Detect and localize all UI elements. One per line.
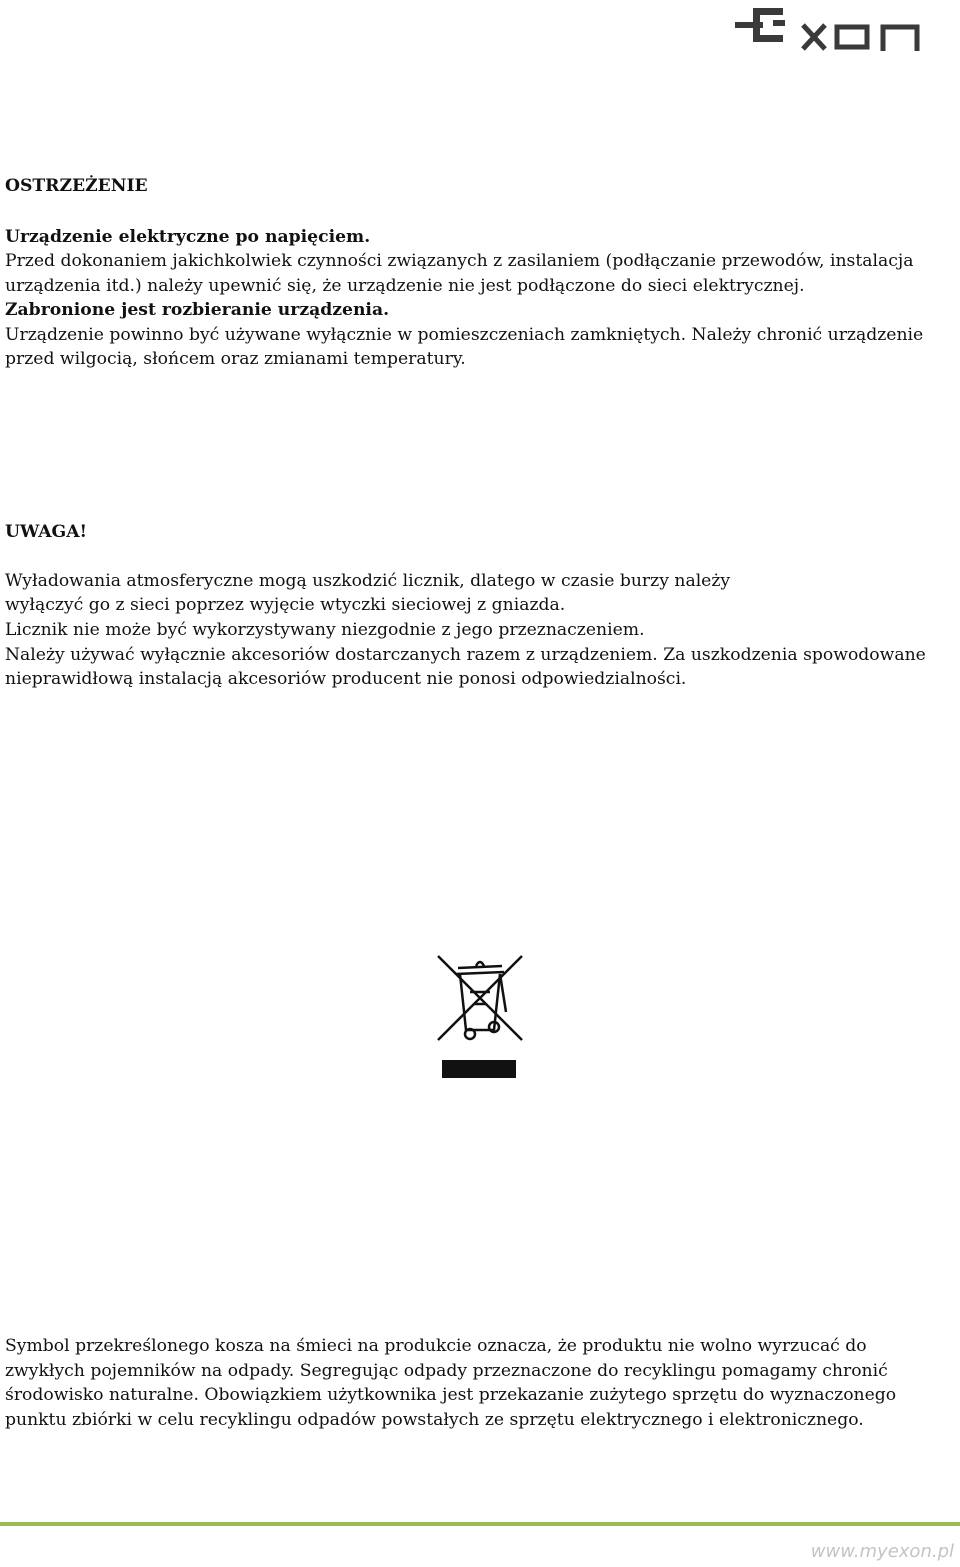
exon-logo (733, 4, 925, 54)
warning-text-line: przed wilgocią, słońcem oraz zmianami temperatury. (5, 349, 466, 369)
footer-divider (0, 1522, 960, 1526)
crossed-out-wheelie-bin-icon (436, 952, 524, 1082)
weee-text-line: punktu zbiórki w celu recyklingu odpadów powstałych ze sprzętu elektrycznego i elektronicznego. (5, 1410, 864, 1430)
uwaga-text-line: Wyładowania atmosferyczne mogą uszkodzić licznik, dlatego w czasie burzy należy (5, 571, 731, 591)
warning-text-line: urządzenia itd.) należy upewnić się, że urządzenie nie jest podłączone do sieci elektrycznej. (5, 276, 805, 296)
weee-text-line: Symbol przekreślonego kosza na śmieci na produkcie oznacza, że produktu nie wolno wyrzucać do (5, 1336, 867, 1356)
warning-text-line: Zabronione jest rozbieranie urządzenia. (5, 300, 390, 320)
warning-subheading: Urządzenie elektryczne po napięciem. (5, 227, 371, 247)
uwaga-text-line: nieprawidłową instalacją akcesoriów producent nie ponosi odpowiedzialności. (5, 669, 687, 689)
uwaga-text-line: Licznik nie może być wykorzystywany niezgodnie z jego przeznaczeniem. (5, 620, 645, 640)
footer-website-link[interactable]: www.myexon.pl (810, 1541, 954, 1562)
uwaga-text-line: wyłączyć go z sieci poprzez wyjęcie wtyczki sieciowej z gniazda. (5, 595, 566, 615)
warning-heading: OSTRZEŻENIE (5, 176, 148, 196)
uwaga-heading: UWAGA! (5, 522, 88, 542)
weee-text-line: zwykłych pojemników na odpady. Segregując odpady przeznaczone do recyklingu pomagamy chronić (5, 1361, 888, 1381)
uwaga-text-line: Należy używać wyłącznie akcesoriów dostarczanych razem z urządzeniem. Za uszkodzenia spowodowane (5, 645, 926, 665)
warning-text-line: Przed dokonaniem jakichkolwiek czynności związanych z zasilaniem (podłączanie przewodów, instalacja (5, 251, 914, 271)
warning-text-line: Urządzenie powinno być używane wyłącznie w pomieszczeniach zamkniętych. Należy chronić urządzenie (5, 325, 924, 345)
weee-text-line: środowisko naturalne. Obowiązkiem użytkownika jest przekazanie zużytego sprzętu do wyznaczonego (5, 1385, 897, 1405)
